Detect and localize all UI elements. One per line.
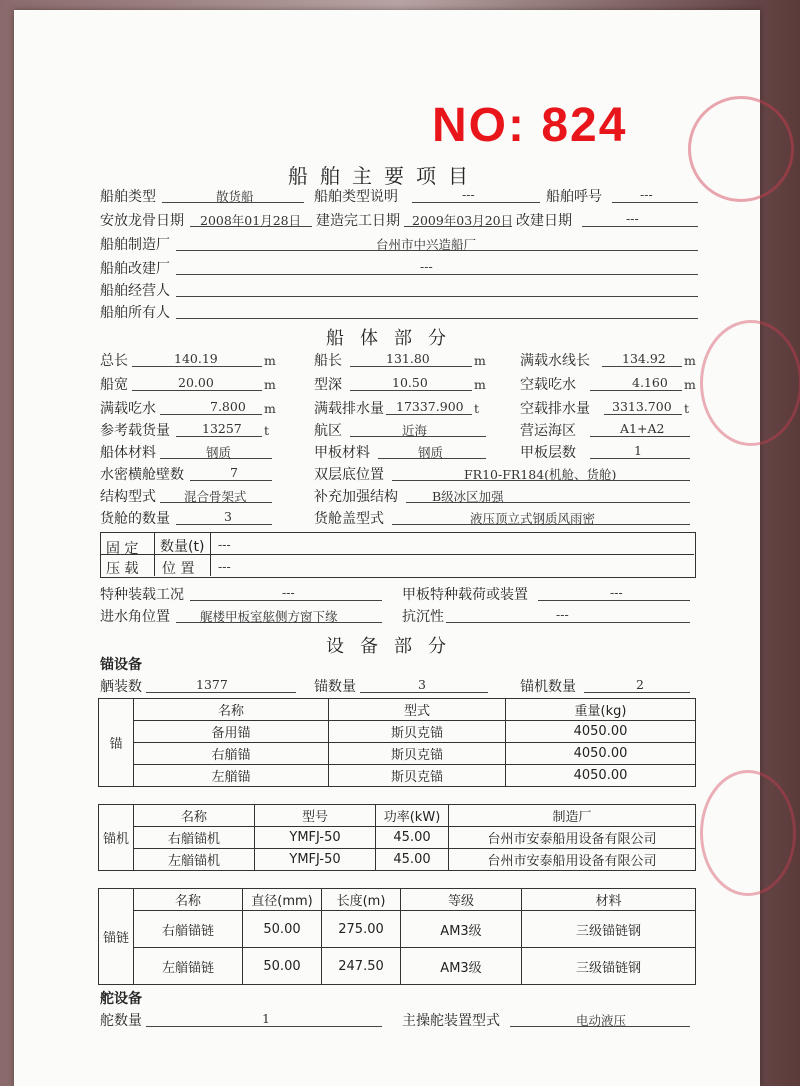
table-row	[99, 849, 696, 871]
holds-value: 3	[224, 509, 232, 524]
underline	[386, 414, 472, 415]
flood-value: 艉楼甲板室舷侧方窗下缘	[200, 609, 338, 624]
underline	[160, 458, 272, 459]
nav-area-label: 航区	[314, 423, 342, 439]
light-disp-unit: t	[684, 401, 690, 416]
windlass-power: 45.00	[376, 827, 449, 849]
anchor-table	[98, 698, 696, 787]
serial-number-stamp: NO: 824	[432, 99, 628, 152]
rebuilder: ---	[420, 259, 433, 274]
chain-length: 247.50	[322, 948, 401, 985]
equipment-heading: 设备部分	[326, 636, 462, 657]
underline	[360, 692, 488, 693]
underline	[612, 202, 698, 203]
keel-label: 安放龙骨日期	[100, 213, 184, 229]
underline	[350, 390, 472, 391]
anchor-type: 斯贝克锚	[329, 743, 506, 765]
anchor-header-name: 名称	[134, 699, 329, 721]
underline	[132, 390, 262, 391]
windlass-count-value: 2	[636, 677, 644, 692]
underline	[146, 1026, 382, 1027]
windlass-header-power: 功率(kW)	[376, 805, 449, 827]
bulkheads-label: 水密横舱壁数	[100, 467, 184, 483]
chain-header-grade: 等级	[401, 889, 522, 911]
ref-cargo-unit: t	[264, 423, 270, 438]
holds-label: 货舱的数量	[100, 511, 170, 527]
rebuilt-date: ---	[626, 211, 639, 226]
underline	[190, 480, 272, 481]
chain-header-material: 材料	[522, 889, 696, 911]
anchor-weight: 4050.00	[506, 721, 696, 743]
windlass-model: YMFJ-50	[255, 827, 376, 849]
deck-layers-label: 甲板层数	[520, 445, 576, 461]
ballast-pos-value: ---	[218, 559, 231, 574]
table-row	[99, 765, 696, 787]
anchor-weight: 4050.00	[506, 765, 696, 787]
ballast-label-a: 固 定	[106, 541, 139, 557]
underline	[176, 436, 262, 437]
structure-label: 结构型式	[100, 489, 156, 505]
builder: 台州市中兴造船厂	[376, 237, 477, 252]
underline	[604, 414, 682, 415]
underline	[176, 274, 698, 275]
anchor-count-value: 3	[418, 677, 426, 692]
call-sign: ---	[640, 187, 653, 202]
ref-cargo-value: 13257	[202, 421, 242, 436]
table-row	[99, 911, 696, 948]
rudder-count-label: 舵数量	[100, 1013, 142, 1029]
op-area-value: A1+A2	[620, 421, 665, 436]
official-seal	[700, 320, 800, 446]
underline	[404, 226, 512, 227]
chain-material: 三级锚链钢	[522, 911, 696, 948]
reinforce-label: 补充加强结构	[314, 489, 398, 505]
underline	[590, 458, 690, 459]
deck-mat-value: 钢质	[418, 445, 444, 460]
deck-layers-value: 1	[634, 443, 642, 458]
depth-unit: m	[474, 377, 486, 392]
loa-label: 总长	[100, 353, 128, 369]
ballast-label-b: 压 载	[106, 561, 139, 577]
light-draft-value: 4.160	[632, 375, 668, 390]
chain-diameter: 50.00	[243, 948, 322, 985]
full-draft-label: 满载吃水	[100, 401, 156, 417]
chain-header-diameter: 直径(mm)	[243, 889, 322, 911]
chain-table	[98, 888, 696, 985]
ballast-qty-label: 数量(t)	[160, 539, 205, 555]
underline	[160, 502, 272, 503]
outfit-label: 舾装数	[100, 679, 142, 695]
underline	[190, 226, 312, 227]
double-bottom-label: 双层底位置	[314, 467, 384, 483]
call-sign-label: 船舶呼号	[546, 189, 602, 205]
windlass-header-name: 名称	[134, 805, 255, 827]
underline	[176, 296, 698, 297]
underline	[160, 414, 262, 415]
hull-heading: 船体部分	[326, 328, 462, 349]
chain-grade: AM3级	[401, 948, 522, 985]
official-seal	[700, 770, 796, 896]
anchor-count-label: 锚数量	[314, 679, 356, 695]
underline	[190, 600, 382, 601]
light-disp-value: 3313.700	[612, 399, 672, 414]
breadth-label: 船宽	[100, 377, 128, 393]
lbp-unit: m	[474, 353, 486, 368]
full-disp-label: 满载排水量	[314, 401, 384, 417]
windlass-header-maker: 制造厂	[449, 805, 696, 827]
official-seal	[688, 96, 794, 202]
special-load-label: 特种装载工况	[100, 587, 184, 603]
ref-cargo-label: 参考载货量	[100, 423, 170, 439]
steering-label: 主操舵装置型式	[402, 1013, 500, 1029]
windlass-maker: 台州市安泰船用设备有限公司	[449, 849, 696, 871]
underline	[590, 436, 690, 437]
deck-special-label: 甲板特种载荷或装置	[402, 587, 528, 603]
depth-value: 10.50	[392, 375, 428, 390]
built-label: 建造完工日期	[316, 213, 400, 229]
anchor-type: 斯贝克锚	[329, 721, 506, 743]
anchor-heading: 锚设备	[100, 657, 142, 673]
light-draft-unit: m	[684, 377, 696, 392]
chain-header-length: 长度(m)	[322, 889, 401, 911]
structure-value: 混合骨架式	[184, 489, 247, 504]
underline	[584, 692, 690, 693]
windlass-table-side: 锚机	[99, 805, 134, 871]
anchor-name: 左艏锚	[134, 765, 329, 787]
windlass-name: 右艏锚机	[134, 827, 255, 849]
lwl-value: 134.92	[622, 351, 666, 366]
underline	[392, 480, 690, 481]
anchor-table-side: 锚	[99, 699, 134, 787]
full-disp-value: 17337.900	[396, 399, 464, 414]
windlass-table	[98, 804, 696, 871]
chain-name: 左艏锚链	[134, 948, 243, 985]
built-date: 2009年03月20日	[412, 213, 514, 228]
chain-diameter: 50.00	[243, 911, 322, 948]
reinforce-value: B级冰区加强	[432, 489, 504, 504]
op-area-label: 营运海区	[520, 423, 576, 439]
hatch-label: 货舱盖型式	[314, 511, 384, 527]
underline	[162, 202, 304, 203]
breadth-value: 20.00	[178, 375, 214, 390]
outfit-value: 1377	[196, 677, 228, 692]
chain-header-name: 名称	[134, 889, 243, 911]
anchor-header-type: 型式	[329, 699, 506, 721]
flood-label: 进水角位置	[100, 609, 170, 625]
page-title: 船舶主要项目	[288, 164, 480, 188]
full-draft-unit: m	[264, 401, 276, 416]
underline	[176, 318, 698, 319]
underline	[412, 202, 540, 203]
loa-unit: m	[264, 353, 276, 368]
underline	[590, 390, 682, 391]
owner-label: 船舶所有人	[100, 305, 170, 321]
anchor-header-weight: 重量(kg)	[506, 699, 696, 721]
lwl-label: 满载水线长	[520, 353, 590, 369]
chain-table-side: 锚链	[99, 889, 134, 985]
ballast-qty-value: ---	[218, 537, 231, 552]
type-note: ---	[462, 187, 475, 202]
windlass-maker: 台州市安泰船用设备有限公司	[449, 827, 696, 849]
windlass-count-label: 锚机数量	[520, 679, 576, 695]
table-row	[99, 721, 696, 743]
sink-value: ---	[556, 607, 569, 622]
full-disp-unit: t	[474, 401, 480, 416]
underline	[510, 1026, 690, 1027]
windlass-power: 45.00	[376, 849, 449, 871]
underline	[392, 524, 690, 525]
full-draft-value: 7.800	[210, 399, 246, 414]
double-bottom-value: FR10-FR184(机舱、货舱)	[464, 467, 617, 482]
keel-date: 2008年01月28日	[200, 213, 302, 228]
table-row	[99, 827, 696, 849]
steering-value: 电动液压	[576, 1013, 627, 1028]
windlass-header-model: 型号	[255, 805, 376, 827]
ballast-pos-label: 位 置	[162, 561, 195, 577]
lwl-unit: m	[684, 353, 696, 368]
builder-label: 船舶制造厂	[100, 237, 170, 253]
ship-type-label: 船舶类型	[100, 189, 156, 205]
anchor-name: 备用锚	[134, 721, 329, 743]
chain-name: 右艏锚链	[134, 911, 243, 948]
underline	[446, 622, 690, 623]
breadth-unit: m	[264, 377, 276, 392]
underline	[378, 458, 486, 459]
lbp-value: 131.80	[386, 351, 430, 366]
underline	[176, 250, 698, 251]
chain-length: 275.00	[322, 911, 401, 948]
anchor-weight: 4050.00	[506, 743, 696, 765]
anchor-type: 斯贝克锚	[329, 765, 506, 787]
chain-grade: AM3级	[401, 911, 522, 948]
table-row	[99, 948, 696, 985]
underline	[350, 366, 472, 367]
underline	[176, 524, 272, 525]
operator-label: 船舶经营人	[100, 283, 170, 299]
windlass-model: YMFJ-50	[255, 849, 376, 871]
underline	[132, 366, 262, 367]
windlass-name: 左艏锚机	[134, 849, 255, 871]
underline	[602, 366, 682, 367]
light-disp-label: 空载排水量	[520, 401, 590, 417]
underline	[538, 600, 690, 601]
light-draft-label: 空载吃水	[520, 377, 576, 393]
nav-area-value: 近海	[402, 423, 428, 438]
special-load-value: ---	[282, 585, 295, 600]
hatch-value: 液压顶立式钢质风雨密	[470, 511, 596, 526]
deck-special-value: ---	[610, 585, 623, 600]
depth-label: 型深	[314, 377, 342, 393]
underline	[176, 622, 382, 623]
bulkheads-value: 7	[230, 465, 238, 480]
table-row	[99, 743, 696, 765]
anchor-name: 右艏锚	[134, 743, 329, 765]
deck-mat-label: 甲板材料	[314, 445, 370, 461]
hull-mat-label: 船体材料	[100, 445, 156, 461]
underline	[582, 226, 698, 227]
underline	[350, 436, 486, 437]
underline	[406, 502, 690, 503]
type-note-label: 船舶类型说明	[314, 189, 398, 205]
chain-material: 三级锚链钢	[522, 948, 696, 985]
rudder-heading: 舵设备	[100, 991, 142, 1007]
rebuilt-label: 改建日期	[516, 213, 572, 229]
underline	[146, 692, 296, 693]
ship-type: 散货船	[216, 189, 254, 204]
rebuilder-label: 船舶改建厂	[100, 261, 170, 277]
sink-label: 抗沉性	[402, 609, 444, 625]
rudder-count-value: 1	[262, 1011, 270, 1026]
hull-mat-value: 钢质	[206, 445, 232, 460]
lbp-label: 船长	[314, 353, 342, 369]
loa-value: 140.19	[174, 351, 218, 366]
